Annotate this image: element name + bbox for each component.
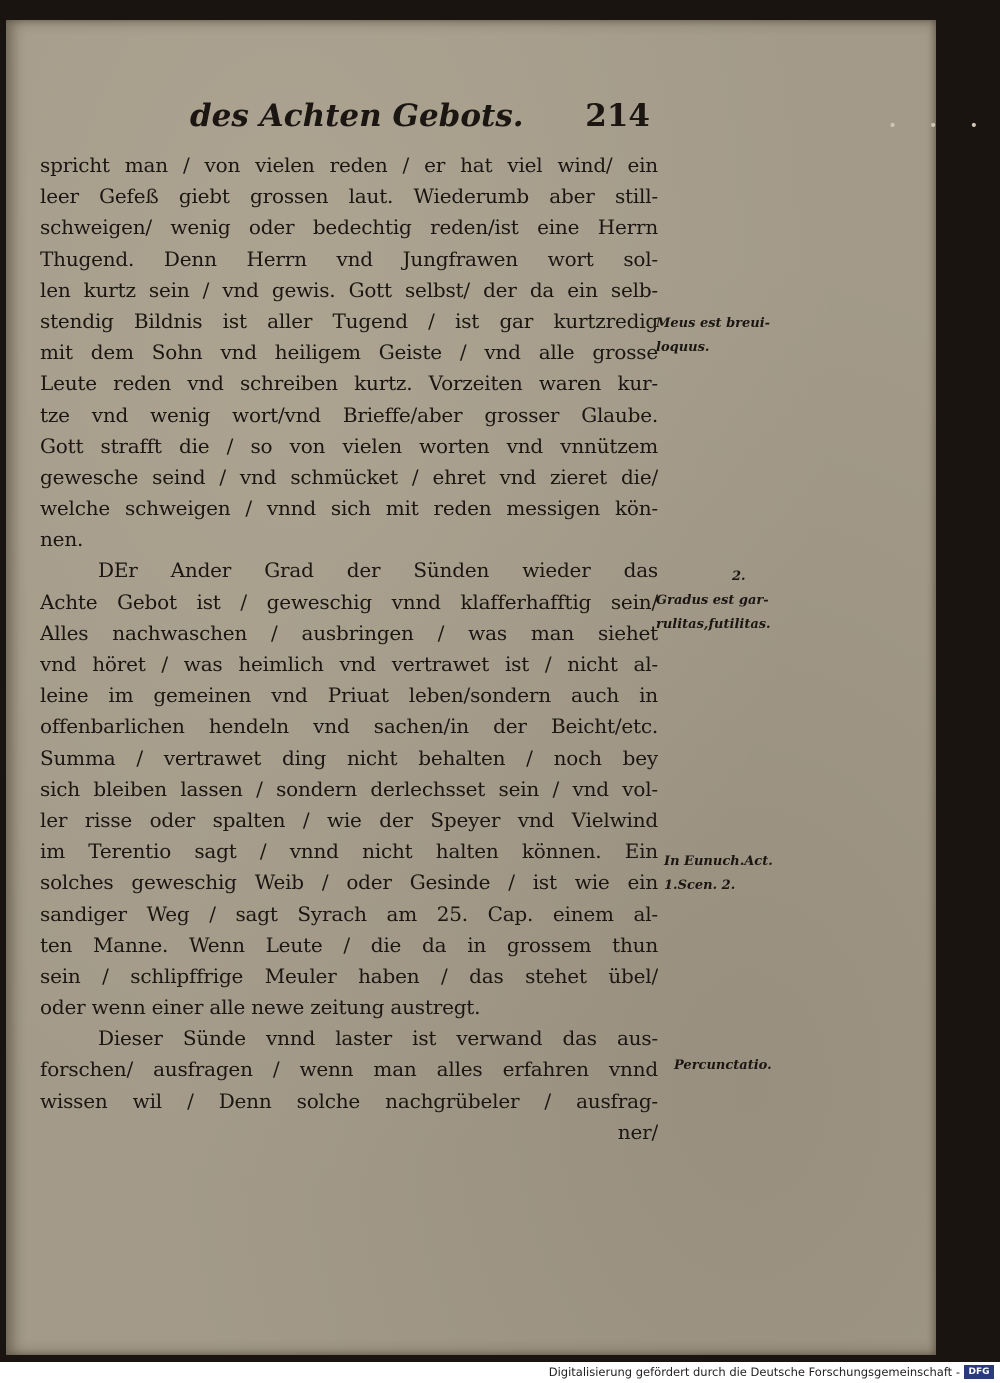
marginal-note: [664, 850, 834, 898]
text-line: offenbarlichen hendeln vnd sachen/in der Beicht/etc.: [40, 714, 658, 739]
marginal-line: 1.Scen. 2.: [664, 878, 736, 893]
catchword: ner/: [617, 1119, 658, 1144]
text-line: Achte Gebot ist / geweschig vnnd klafferhafftig sein/: [40, 589, 658, 614]
text-line: Dieser Sünde vnnd laster ist verwand das aus-: [98, 1026, 658, 1051]
text-line: mit dem Sohn vnd heiligem Geiste / vnd alle grosse: [40, 340, 658, 365]
text-line: leer Gefeß giebt grossen laut. Wiederumb aber still-: [40, 184, 658, 209]
text-line: gewesche seind / vnd schmücket / ehret vnd zieret die/: [40, 464, 658, 489]
running-title: des Achten Gebots.: [190, 98, 524, 134]
text-line: stendig Bildnis ist aller Tugend / ist gar kurtzredig: [40, 308, 658, 333]
marginal-line: Meus est breui-: [656, 316, 771, 331]
marginal-line: Percunctatio.: [674, 1058, 772, 1073]
text-line: leine im gemeinen vnd Priuat leben/sondern auch in: [40, 683, 658, 708]
text-line: sein / schlipffrige Meuler haben / das stehet übel/: [40, 963, 658, 988]
text-line: len kurtz sein / vnd gewis. Gott selbst/ der da ein selb-: [40, 277, 658, 302]
text-line: oder wenn einer alle newe zeitung austregt.: [40, 995, 481, 1020]
dfg-logo: DFG: [964, 1365, 994, 1379]
text-line: schweigen/ wenig oder bedechtig reden/ist eine Herrn: [40, 215, 658, 240]
text-line: forschen/ ausfragen / wenn man alles erfahren vnnd: [40, 1057, 658, 1082]
page-number: 214: [585, 98, 650, 134]
footer-bar: [0, 1362, 1000, 1383]
marginal-note: [656, 565, 826, 637]
text-line: sich bleiben lassen / sondern derlechsset sein / vnd vol-: [40, 776, 658, 801]
text-line: solches geweschig Weib / oder Gesinde / ist wie ein: [40, 870, 658, 895]
marginal-line: loquus.: [656, 340, 710, 355]
text-line: vnd höret / was heimlich vnd vertrawet ist / nicht al-: [40, 652, 658, 676]
text-line: sandiger Weg / sagt Syrach am 25. Cap. einem al-: [40, 901, 658, 926]
text-line: Alles nachwaschen / ausbringen / was man siehet: [40, 620, 658, 645]
text-line: spricht man / von vielen reden / er hat viel wind/ ein: [40, 153, 658, 177]
marginal-line: Gradus est gar-: [656, 593, 769, 608]
marginal-line: rulitas,futilitas.: [656, 617, 771, 632]
text-line: ten Manne. Wenn Leute / die da in grossem thun: [40, 932, 658, 957]
text-line: Thugend. Denn Herrn vnd Jungfrawen wort sol-: [40, 246, 658, 271]
text-line: nen.: [40, 527, 84, 552]
marginal-line: In Eunuch.Act.: [664, 854, 773, 869]
marginal-note: [656, 312, 826, 360]
text-line: welche schweigen / vnnd sich mit reden messigen kön-: [40, 496, 658, 521]
text-line: wissen wil / Denn solche nachgrübeler / ausfrag-: [40, 1088, 658, 1113]
text-line: DEr Ander Grad der Sünden wieder das: [98, 558, 658, 583]
marginal-line: 2.: [732, 569, 746, 584]
page-header: [190, 98, 650, 144]
edge-dots: • • •: [888, 118, 992, 134]
text-line: Leute reden vnd schreiben kurtz. Vorzeiten waren kur-: [40, 371, 658, 396]
text-line: tze vnd wenig wort/vnd Brieffe/aber grosser Glaube.: [40, 402, 658, 427]
marginal-note: [674, 1054, 844, 1078]
text-line: Gott strafft die / so von vielen worten vnd vnnützem: [40, 433, 658, 458]
text-line: Summa / vertrawet ding nicht behalten / noch bey: [40, 745, 658, 770]
funding-credit: Digitalisierung gefördert durch die Deutsche Forschungsgemeinschaft -: [548, 1365, 960, 1379]
text-line: ler risse oder spalten / wie der Speyer vnd Vielwind: [40, 807, 658, 832]
body-text: [40, 150, 658, 1148]
text-line: im Terentio sagt / vnnd nicht halten können. Ein: [40, 839, 658, 864]
